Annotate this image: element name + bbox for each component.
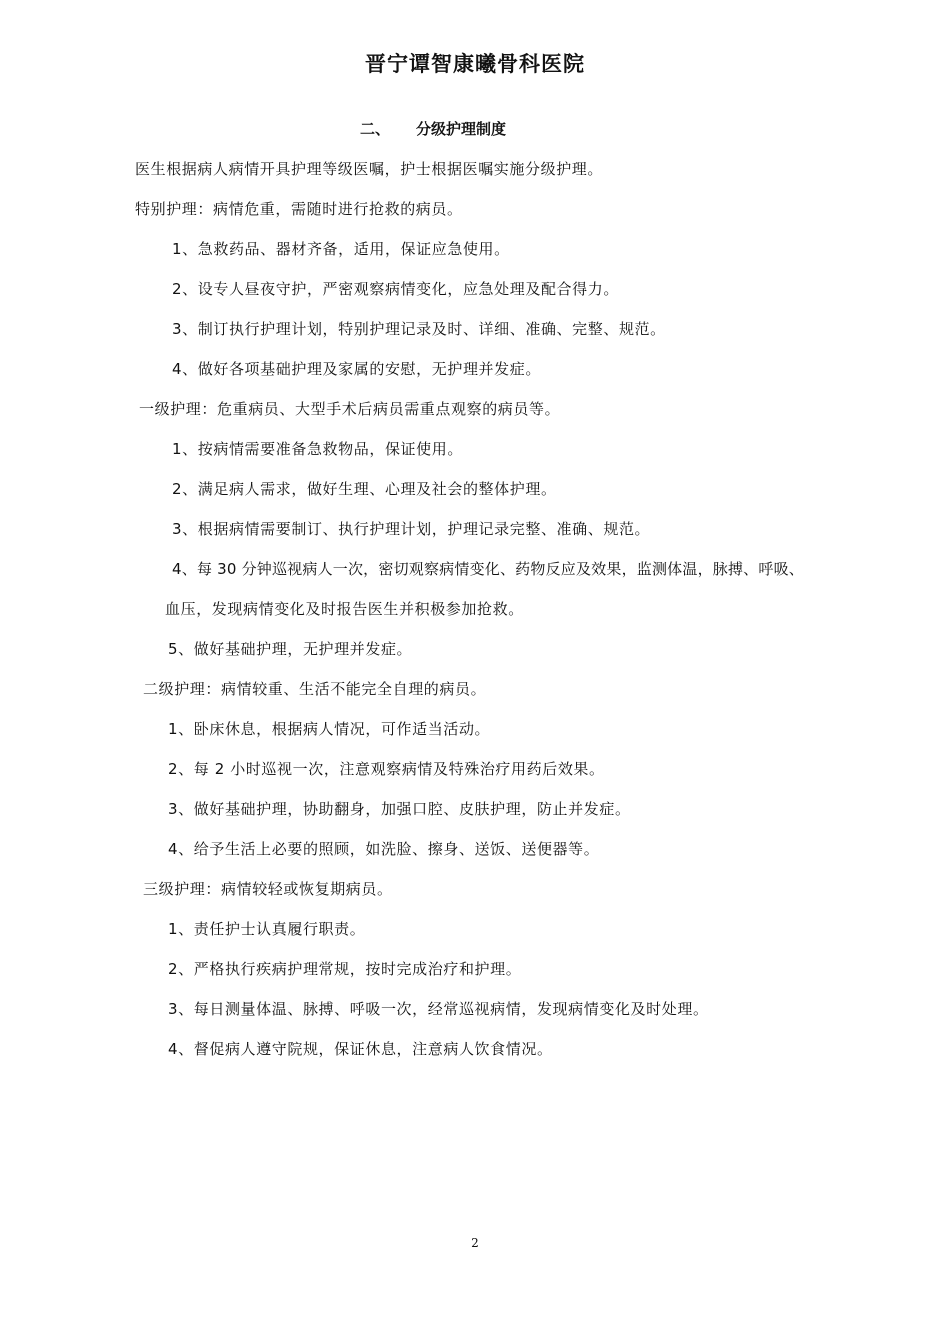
level-three-heading: 三级护理：病情较轻或恢复期病员。 xyxy=(143,880,393,898)
section-number: 二、 xyxy=(360,120,391,138)
level-one-item-1: 1、按病情需要准备急救物品，保证使用。 xyxy=(172,440,463,458)
level-three-item-4: 4、督促病人遵守院规，保证休息，注意病人饮食情况。 xyxy=(168,1040,553,1058)
level-three-item-1: 1、责任护士认真履行职责。 xyxy=(168,920,366,938)
level-two-item-4: 4、给予生活上必要的照顾，如洗脸、擦身、送饭、送便器等。 xyxy=(168,840,600,858)
page-number: 2 xyxy=(471,1236,479,1250)
level-one-item-4: 4、每 30 分钟巡视病人一次，密切观察病情变化、药物反应及效果，监测体温，脉搏、呼吸、 xyxy=(172,560,804,578)
section-heading xyxy=(360,118,506,140)
special-care-item-1: 1、急救药品、器材齐备，适用，保证应急使用。 xyxy=(172,240,510,258)
level-one-item-2: 2、满足病人需求，做好生理、心理及社会的整体护理。 xyxy=(172,480,557,498)
level-one-item-3: 3、根据病情需要制订、执行护理计划，护理记录完整、准确、规范。 xyxy=(172,520,651,538)
level-three-item-3: 3、每日测量体温、脉搏、呼吸一次，经常巡视病情，发现病情变化及时处理。 xyxy=(168,1000,709,1018)
level-one-heading: 一级护理：危重病员、大型手术后病员需重点观察的病员等。 xyxy=(139,400,561,418)
intro-paragraph: 医生根据病人病情开具护理等级医嘱，护士根据医嘱实施分级护理。 xyxy=(135,160,604,178)
special-care-item-2: 2、设专人昼夜守护，严密观察病情变化，应急处理及配合得力。 xyxy=(172,280,619,298)
special-care-item-4: 4、做好各项基础护理及家属的安慰，无护理并发症。 xyxy=(172,360,541,378)
level-two-heading: 二级护理：病情较重、生活不能完全自理的病员。 xyxy=(143,680,487,698)
section-title: 分级护理制度 xyxy=(416,120,507,138)
level-one-item-4-continued: 血压，发现病情变化及时报告医生并积极参加抢救。 xyxy=(165,600,524,618)
special-care-heading: 特别护理：病情危重，需随时进行抢救的病员。 xyxy=(135,200,463,218)
level-three-item-2: 2、严格执行疾病护理常规，按时完成治疗和护理。 xyxy=(168,960,522,978)
document-title: 晋宁谭智康曦骨科医院 xyxy=(365,52,585,76)
level-two-item-3: 3、做好基础护理，协助翻身，加强口腔、皮肤护理，防止并发症。 xyxy=(168,800,631,818)
level-two-item-2: 2、每 2 小时巡视一次，注意观察病情及特殊治疗用药后效果。 xyxy=(168,760,605,778)
special-care-item-3: 3、制订执行护理计划，特别护理记录及时、详细、准确、完整、规范。 xyxy=(172,320,666,338)
level-two-item-1: 1、卧床休息，根据病人情况，可作适当活动。 xyxy=(168,720,491,738)
level-one-item-5: 5、做好基础护理，无护理并发症。 xyxy=(168,640,413,658)
